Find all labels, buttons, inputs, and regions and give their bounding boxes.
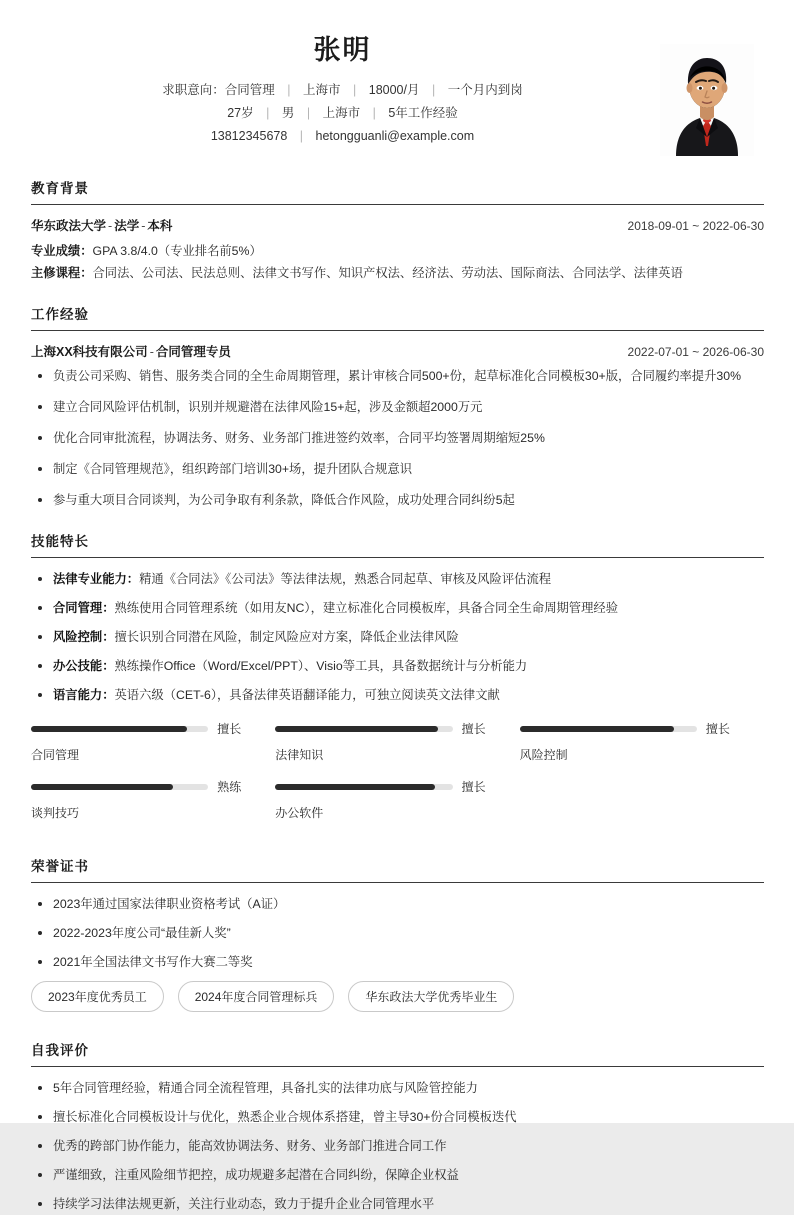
- skill-level-label: 擅长: [461, 780, 486, 794]
- divider: [31, 1066, 764, 1067]
- section-education: [31, 177, 764, 284]
- list-item: [31, 569, 764, 590]
- personal-experience: 5年工作经验: [388, 106, 458, 120]
- list-item: 优秀的跨部门协作能力，能高效协调法务、财务、业务部门推进合同工作: [31, 1136, 764, 1157]
- skill-text: 熟练使用合同管理系统（如用友NC），建立标准化合同模板库，具备合同全生命周期管理经验: [114, 601, 618, 615]
- skill-text: 精通《合同法》《公司法》等法律法规，熟悉合同起草、审核及风险评估流程: [139, 572, 552, 586]
- personal-age: 27岁: [227, 106, 254, 120]
- list-item: 持续学习法律法规更新，关注行业动态，致力于提升企业合同管理水平: [31, 1194, 764, 1215]
- skill-label: 办公技能：: [53, 659, 115, 673]
- work-entry-head: [31, 342, 764, 360]
- contact-line-reach: [31, 125, 654, 148]
- honor-tag-row: [31, 981, 764, 1020]
- list-item: 2021年全国法律文书写作大赛二等奖: [31, 952, 764, 973]
- portrait-avatar-icon: [660, 44, 754, 156]
- contact-block: [31, 79, 764, 148]
- list-item: [31, 656, 764, 677]
- phone-number[interactable]: 13812345678: [210, 129, 288, 143]
- list-item: [31, 598, 764, 619]
- section-title-work: 工作经验: [31, 307, 89, 322]
- skill-bar-grid: [31, 720, 764, 836]
- list-item: 2023年通过国家法律职业资格考试（A证）: [31, 894, 764, 915]
- list-item: 优化合同审批流程，协调法务、财务、业务部门推进签约效率，合同平均签署周期缩短25%: [31, 428, 764, 449]
- skill-name-label: 合同管理: [31, 748, 80, 762]
- skill-progress-fill: [520, 726, 674, 732]
- skill-text: 熟练操作Office（Word/Excel/PPT）、Visio等工具，具备数据统计与分析能力: [114, 659, 528, 673]
- skill-label: 合同管理：: [53, 601, 115, 615]
- degree-name: 本科: [147, 219, 173, 233]
- section-title-education: 教育背景: [31, 181, 89, 196]
- work-bullet-list: [31, 366, 764, 511]
- section-self-evaluation: [31, 1039, 764, 1215]
- skill-progress-track: [520, 726, 697, 732]
- avatar: [660, 44, 754, 156]
- skill-bar-spacer: [520, 778, 764, 821]
- section-title-skills: 技能特长: [31, 534, 89, 549]
- resume-header: [31, 28, 764, 158]
- skill-level-label: 熟练: [217, 780, 242, 794]
- list-item: 严谨细致，注重风险细节把控，成功规避多起潜在合同纠纷，保障企业权益: [31, 1165, 764, 1186]
- divider: [31, 330, 764, 331]
- divider: [31, 557, 764, 558]
- separator-icon: |: [372, 106, 376, 120]
- separator-icon: |: [353, 83, 357, 97]
- skill-bar-item: [31, 720, 275, 763]
- skill-label: 语言能力：: [53, 688, 115, 702]
- skill-level-label: 擅长: [461, 722, 486, 736]
- major-name: 法学: [114, 219, 140, 233]
- list-item: 擅长标准化合同模板设计与优化，熟悉企业合规体系搭建，曾主导30+份合同模板迭代: [31, 1107, 764, 1128]
- skill-text: 擅长识别合同潜在风险，制定风险应对方案，降低企业法律风险: [114, 630, 459, 644]
- skill-progress-track: [31, 784, 208, 790]
- work-entry-title: 上海XX科技有限公司 - 合同管理专员: [31, 345, 231, 359]
- self-evaluation-bullet-list: [31, 1078, 764, 1215]
- contact-line-intent: [31, 79, 654, 102]
- section-skills: [31, 530, 764, 836]
- education-gpa-label: 专业成绩：: [31, 244, 93, 258]
- list-item: 建立合同风险评估机制，识别并规避潜在法律风险15+起，涉及金额超2000万元: [31, 397, 764, 418]
- list-item: 参与重大项目合同谈判，为公司争取有利条款，降低合作风险，成功处理合同纠纷5起: [31, 490, 764, 511]
- skill-text: 英语六级（CET-6），具备法律英语翻译能力，可独立阅读英文法律文献: [114, 688, 500, 702]
- education-entry-head: [31, 216, 764, 234]
- skill-label: 法律专业能力：: [53, 572, 140, 586]
- skill-level-label: 擅长: [217, 722, 242, 736]
- section-title-self-evaluation: 自我评价: [31, 1043, 89, 1058]
- separator-icon: |: [266, 106, 270, 120]
- skill-bar-item: [275, 778, 519, 821]
- work-date: 2022-07-01 ~ 2026-06-30: [627, 345, 764, 359]
- skill-progress-fill: [31, 784, 173, 790]
- honors-bullet-list: [31, 894, 764, 973]
- skill-progress-fill: [275, 726, 438, 732]
- skill-bar-item: [520, 720, 764, 763]
- position-name: 合同管理专员: [155, 345, 231, 359]
- divider: [31, 204, 764, 205]
- skill-label: 风险控制：: [53, 630, 115, 644]
- skill-name-label: 风险控制: [519, 748, 568, 762]
- education-gpa: [31, 240, 764, 262]
- school-name: 华东政法大学: [31, 219, 107, 233]
- skills-bullet-list: [31, 569, 764, 706]
- personal-gender: 男: [281, 106, 295, 120]
- section-work: [31, 303, 764, 511]
- personal-city: 上海市: [322, 106, 361, 120]
- list-item: 5年合同管理经验，精通合同全流程管理，具备扎实的法律功底与风险管控能力: [31, 1078, 764, 1099]
- job-intent-value: 合同管理: [224, 83, 275, 97]
- list-item: 2022-2023年度公司“最佳新人奖”: [31, 923, 764, 944]
- company-name: 上海XX科技有限公司: [31, 345, 148, 359]
- skill-name-label: 法律知识: [275, 748, 324, 762]
- status-badge[interactable]: 2023年度优秀员工: [31, 981, 164, 1012]
- status-badge[interactable]: 华东政法大学优秀毕业生: [348, 981, 514, 1012]
- list-item: 制定《合同管理规范》，组织跨部门培训30+场，提升团队合规意识: [31, 459, 764, 480]
- divider: [31, 882, 764, 883]
- email-address[interactable]: hetongguanli@example.com: [315, 129, 475, 143]
- list-item: 负责公司采购、销售、服务类合同的全生命周期管理，累计审核合同500+份，起草标准化合同模板30+版，合同履约率提升30%: [31, 366, 764, 387]
- education-courses: [31, 262, 764, 284]
- separator-icon: |: [306, 106, 311, 120]
- skill-progress-track: [275, 726, 452, 732]
- skill-bar-item: [31, 778, 275, 821]
- separator-icon: |: [431, 83, 436, 97]
- skill-progress-fill: [275, 784, 435, 790]
- intent-salary: 18000/月: [368, 83, 420, 97]
- job-intent-label: 求职意向：: [162, 83, 225, 97]
- skill-progress-track: [275, 784, 452, 790]
- separator-icon: |: [299, 129, 304, 143]
- intent-city: 上海市: [303, 83, 341, 97]
- education-entry-title: 华东政法大学 - 法学 - 本科: [31, 219, 173, 233]
- education-gpa-value: GPA 3.8/4.0（专业排名前5%）: [92, 244, 262, 258]
- list-item: [31, 685, 764, 706]
- skill-level-label: 擅长: [705, 722, 730, 736]
- separator-icon: |: [287, 83, 291, 97]
- skill-progress-track: [31, 726, 208, 732]
- skill-name-label: 办公软件: [275, 806, 324, 820]
- section-honors: [31, 855, 764, 1020]
- skill-progress-fill: [31, 726, 187, 732]
- intent-availability: 一个月内到岗: [447, 83, 523, 97]
- section-title-honors: 荣誉证书: [31, 859, 89, 874]
- education-courses-value: 合同法、公司法、民法总则、法律文书写作、知识产权法、经济法、劳动法、国际商法、合同法学、法律英语: [92, 266, 683, 280]
- list-item: [31, 627, 764, 648]
- skill-name-label: 谈判技巧: [31, 806, 80, 820]
- skill-bar-item: [275, 720, 519, 763]
- status-badge[interactable]: 2024年度合同管理标兵: [178, 981, 335, 1012]
- education-courses-label: 主修课程：: [31, 266, 93, 280]
- education-date: 2018-09-01 ~ 2022-06-30: [627, 219, 764, 233]
- contact-line-personal: [31, 102, 654, 125]
- page-title: 张明: [313, 35, 372, 65]
